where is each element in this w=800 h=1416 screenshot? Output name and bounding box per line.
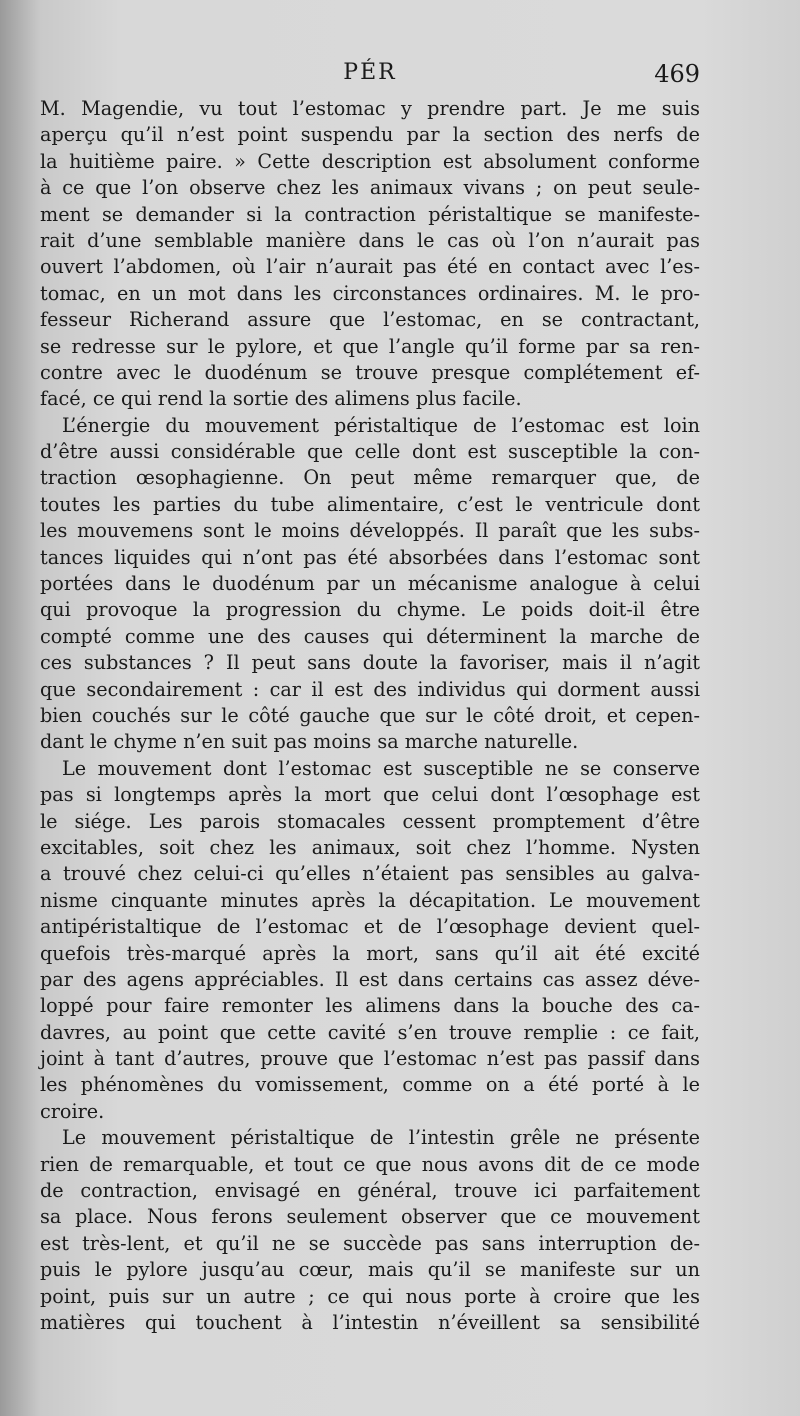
text-line: par des agens appréciables. Il est dans certains cas assez déve-	[40, 967, 700, 991]
text-line: ouvert l’abdomen, où l’air n’aurait pas été en contact avec l’es-	[40, 255, 700, 279]
text-line: sa place. Nous ferons seulement observer que ce mouvement	[40, 1205, 700, 1229]
text-line: antipéristaltique de l’estomac et de l’œsophage devient quel-	[40, 915, 700, 939]
text-line: ment se demander si la contraction péristaltique se manifeste-	[40, 202, 700, 226]
text-line: joint à tant d’autres, prouve que l’estomac n’est pas passif dans	[40, 1047, 700, 1071]
text-line: croire.	[40, 1099, 105, 1123]
text-line: Le mouvement péristaltique de l’intestin grêle ne présente	[62, 1126, 700, 1150]
text-line: loppé pour faire remonter les alimens dans la bouche des ca-	[40, 994, 700, 1018]
text-line: M. Magendie, vu tout l’estomac y prendre part. Je me suis	[40, 97, 700, 120]
text-line: la huitième paire. » Cette description est absolument conforme	[40, 149, 700, 173]
text-line: ces substances ? Il peut sans doute la favoriser, mais il n’agit	[40, 651, 700, 675]
text-line: contre avec le duodénum se trouve presque complétement ef-	[40, 360, 700, 384]
text-line: de contraction, envisagé en général, trouve ici parfaitement	[40, 1179, 700, 1203]
text-line: Le mouvement dont l’estomac est susceptible ne se conserve	[62, 756, 700, 780]
text-line: facé, ce qui rend la sortie des alimens plus facile.	[40, 387, 522, 411]
text-line: fesseur Richerand assure que l’estomac, en se contractant,	[40, 308, 700, 332]
text-line: portées dans le duodénum par un mécanisme analogue à celui	[40, 572, 700, 596]
text-line: point, puis sur un autre ; ce qui nous porte à croire que les	[40, 1284, 700, 1308]
text-line: le siége. Les parois stomacales cessent promptement d’être	[40, 809, 700, 833]
text-line: bien couchés sur le côté gauche que sur le côté droit, et cepen-	[40, 703, 700, 727]
text-line: d’être aussi considérable que celle dont est susceptible la con-	[40, 440, 700, 464]
text-line: dant le chyme n’en suit pas moins sa marche naturelle.	[40, 730, 579, 754]
text-line: toutes les parties du tube alimentaire, c’est le ventricule dont	[40, 492, 700, 516]
text-line: rait d’une semblable manière dans le cas où l’on n’aurait pas	[40, 228, 700, 252]
body-text	[40, 96, 700, 1336]
page-number: 469	[654, 60, 700, 88]
text-line: se redresse sur le pylore, et que l’angle qu’il forme par sa ren-	[40, 334, 700, 358]
text-line: excitables, soit chez les animaux, soit chez l’homme. Nysten	[40, 835, 700, 859]
text-line: à ce que l’on observe chez les animaux vivans ; on peut seule-	[40, 176, 700, 200]
text-line: davres, au point que cette cavité s’en trouve remplie : ce fait,	[40, 1020, 700, 1044]
text-line: a trouvé chez celui-ci qu’elles n’étaient pas sensibles au galva-	[40, 862, 700, 886]
text-line: matières qui touchent à l’intestin n’éveillent sa sensibilité	[40, 1310, 700, 1334]
text-line: traction œsophagienne. On peut même remarquer que, de	[40, 466, 700, 490]
text-line: quefois très-marqué après la mort, sans qu’il ait été excité	[40, 941, 700, 965]
running-header	[40, 60, 700, 96]
text-line: est très-lent, et qu’il ne se succède pas sans interruption de-	[40, 1231, 700, 1255]
text-line: compté comme une des causes qui déterminent la marche de	[40, 624, 700, 648]
text-line: les mouvemens sont le moins développés. Il paraît que les subs-	[40, 519, 700, 543]
text-line: tomac, en un mot dans les circonstances ordinaires. M. le pro-	[40, 281, 700, 305]
text-line: puis le pylore jusqu’au cœur, mais qu’il se manifeste sur un	[40, 1258, 700, 1282]
text-line: que secondairement : car il est des individus qui dorment aussi	[40, 677, 700, 701]
running-title: PÉR	[343, 60, 397, 85]
text-line: pas si longtemps après la mort que celui dont l’œsophage est	[40, 783, 700, 807]
text-line: qui provoque la progression du chyme. Le poids doit-il être	[40, 598, 700, 622]
text-line: rien de remarquable, et tout ce que nous avons dit de ce mode	[40, 1152, 700, 1176]
text-line: nisme cinquante minutes après la décapitation. Le mouvement	[40, 888, 700, 912]
text-line: les phénomènes du vomissement, comme on a été porté à le	[40, 1073, 700, 1097]
text-line: aperçu qu’il n’est point suspendu par la section des nerfs de	[40, 123, 700, 147]
text-line: tances liquides qui n’ont pas été absorbées dans l’estomac sont	[40, 545, 700, 569]
text-line: L’énergie du mouvement péristaltique de l’estomac est loin	[62, 413, 700, 437]
